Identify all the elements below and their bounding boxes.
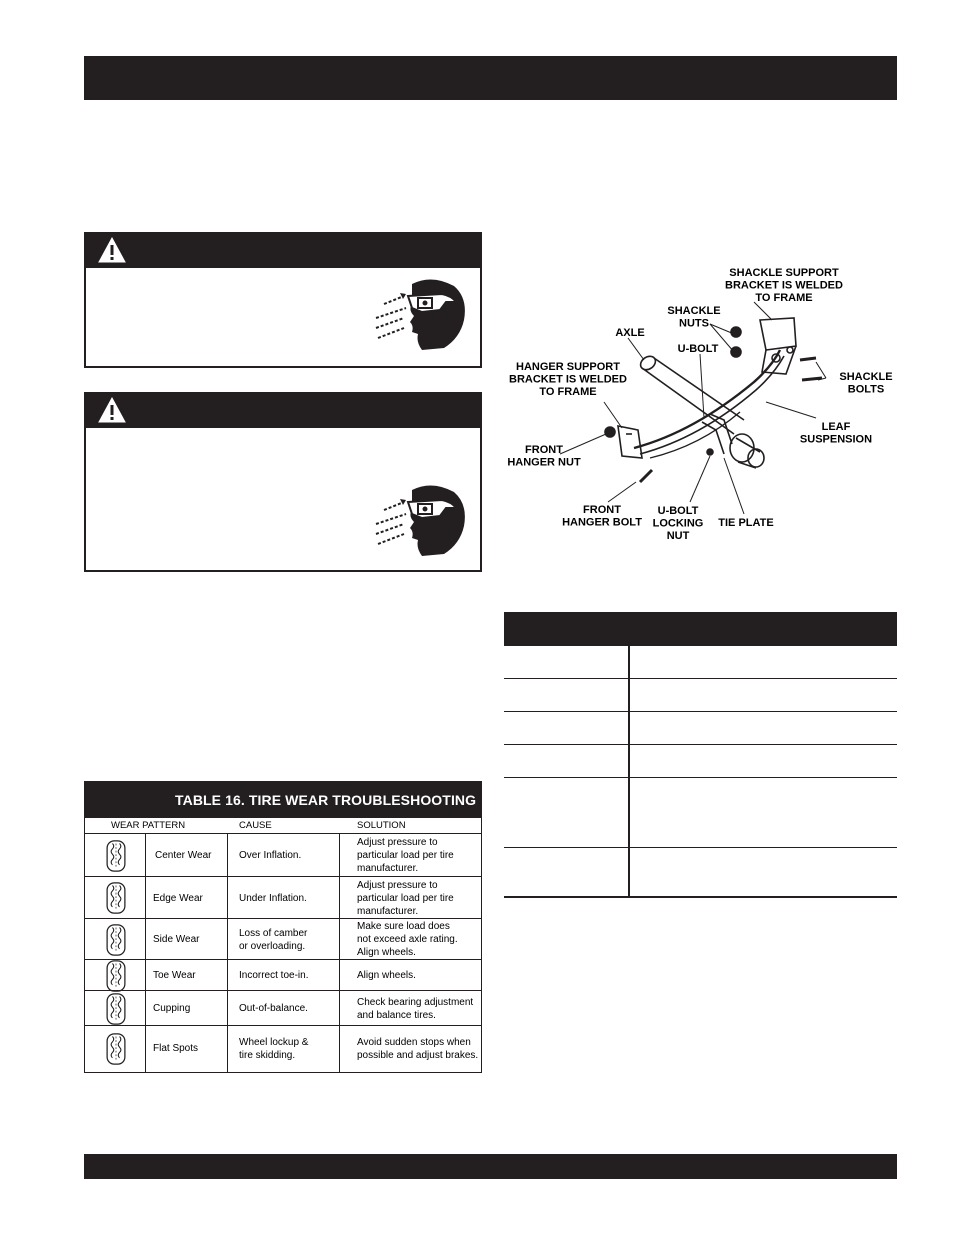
label-shackle-bolts: BOLTS — [847, 383, 885, 396]
solution-cell — [357, 920, 458, 959]
cause-cell-line: tire skidding. — [239, 1049, 296, 1061]
cause-cell-line: Under Inflation. — [239, 892, 307, 904]
label-axle: AXLE — [615, 327, 645, 339]
tire-wear-table — [84, 781, 482, 1073]
header-cause: CAUSE — [239, 820, 272, 831]
label-front-hanger-bolt: HANGER BOLT — [562, 516, 642, 529]
label-hanger-support: TO FRAME — [539, 386, 597, 398]
label-u-bolt-locking-nut: LOCKING — [652, 517, 704, 530]
table-title: TABLE 16. TIRE WEAR TROUBLESHOOTING — [85, 782, 481, 818]
label-front-hanger-nut: HANGER NUT — [507, 456, 581, 469]
header-wear-pattern: WEAR PATTERN — [111, 820, 186, 831]
solution-cell — [357, 996, 473, 1022]
table-row — [85, 991, 481, 1026]
label-hanger-support: BRACKET IS WELDED — [509, 373, 627, 386]
label-shackle-support: SHACKLE SUPPORT — [729, 267, 839, 279]
label-front-hanger-bolt: FRONT — [583, 504, 621, 516]
page-header-bar — [84, 56, 897, 100]
tire-tread-icon — [105, 960, 127, 992]
cause-cell — [239, 969, 308, 982]
label-hanger-support: HANGER SUPPORT — [516, 361, 620, 373]
label-u-bolt-locking-nut: U-BOLT — [657, 505, 699, 517]
warning-box-1 — [84, 232, 482, 368]
table-header-row — [85, 818, 481, 834]
solution-cell-line: particular load per tire — [357, 892, 454, 904]
label-leaf-suspension: LEAF — [821, 421, 851, 433]
wear-pattern-label: Center Wear — [155, 850, 212, 861]
table-row — [85, 834, 481, 877]
cause-cell-line: Incorrect toe-in. — [239, 970, 309, 981]
table-row — [85, 919, 481, 960]
wear-pattern-label: Edge Wear — [153, 892, 203, 904]
tire-tread-icon — [105, 993, 127, 1025]
tire-tread-icon — [105, 882, 127, 914]
solution-cell — [357, 969, 416, 982]
table-row — [504, 745, 897, 778]
solution-cell-line: Adjust pressure to — [357, 837, 438, 848]
solution-cell-line: Adjust pressure to — [357, 879, 438, 891]
solution-cell-line: Make sure load does — [357, 921, 450, 932]
cause-cell-line: Loss of camber — [239, 927, 308, 939]
label-shackle-bolts: SHACKLE — [839, 371, 893, 383]
label-leaf-suspension: SUSPENSION — [799, 433, 873, 446]
page-footer-bar — [84, 1154, 897, 1179]
solution-cell-line: manufacturer. — [357, 905, 419, 917]
wear-pattern-label: Cupping — [153, 1003, 191, 1014]
cause-cell-line: Over Inflation. — [239, 850, 302, 861]
label-shackle-nuts: NUTS — [679, 317, 709, 330]
tire-tread-icon — [105, 840, 127, 872]
solution-cell — [357, 836, 454, 875]
cause-cell-line: Out-of-balance. — [239, 1003, 308, 1014]
cause-cell — [239, 849, 301, 862]
cause-cell — [239, 927, 307, 953]
warning-triangle-icon — [98, 397, 126, 423]
safety-goggles-icon — [372, 276, 472, 352]
wear-pattern-label: Side Wear — [153, 934, 200, 945]
label-front-hanger-nut: FRONT — [525, 444, 563, 456]
cause-cell — [239, 1002, 308, 1015]
label-u-bolt-locking-nut: NUT — [666, 530, 690, 542]
warning-triangle-icon — [98, 237, 126, 263]
tire-tread-icon — [105, 1033, 127, 1065]
table-row — [504, 848, 897, 898]
table-row — [85, 877, 481, 919]
wear-pattern-label: Toe Wear — [153, 970, 196, 981]
cause-cell-line: Wheel lockup & — [239, 1036, 309, 1048]
label-shackle-support: BRACKET IS WELDED — [725, 279, 843, 292]
spec-table-header — [504, 612, 897, 646]
solution-cell-line: Check bearing adjustment — [357, 996, 474, 1008]
warning-header — [86, 394, 480, 428]
label-shackle-nuts: SHACKLE — [667, 305, 721, 317]
table-row — [504, 712, 897, 745]
solution-cell-line: Avoid sudden stops when — [357, 1036, 471, 1048]
solution-cell-line: Align wheels. — [357, 947, 416, 958]
wear-pattern-label: Flat Spots — [153, 1043, 199, 1054]
label-tie-plate: TIE PLATE — [718, 517, 774, 529]
cause-cell — [239, 1036, 308, 1062]
solution-cell-line: manufacturer. — [357, 863, 419, 874]
tire-tread-icon — [105, 924, 127, 956]
table-row — [504, 778, 897, 848]
warning-box-2 — [84, 392, 482, 572]
solution-cell-line: not exceed axle rating. — [357, 934, 458, 945]
solution-cell-line: possible and adjust brakes. — [357, 1049, 479, 1061]
leaf-suspension-diagram — [504, 262, 897, 544]
safety-goggles-icon — [372, 482, 472, 558]
table-row — [85, 1026, 481, 1071]
cause-cell — [239, 892, 307, 905]
warning-header — [86, 234, 480, 268]
table-row — [504, 646, 897, 679]
solution-cell-line: particular load per tire — [357, 850, 454, 861]
solution-cell-line: and balance tires. — [357, 1009, 436, 1021]
solution-cell — [357, 1036, 478, 1062]
cause-cell-line: or overloading. — [239, 940, 306, 952]
solution-cell — [357, 879, 454, 918]
header-solution: SOLUTION — [357, 820, 406, 831]
table-row — [85, 960, 481, 991]
solution-cell-line: Align wheels. — [357, 970, 416, 981]
diagram-labels — [507, 267, 892, 542]
label-shackle-support: TO FRAME — [755, 292, 813, 304]
label-u-bolt: U-BOLT — [677, 343, 719, 355]
spec-table — [504, 612, 897, 898]
table-row — [504, 679, 897, 712]
